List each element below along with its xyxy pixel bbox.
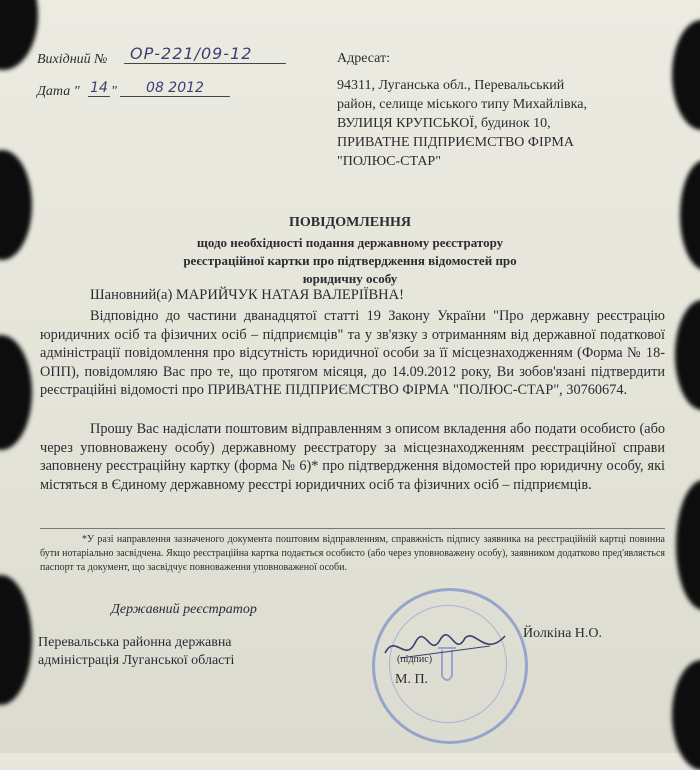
registrar-title: Державний реєстратор (111, 602, 257, 617)
binder-hole (676, 480, 700, 610)
binder-hole (672, 660, 700, 770)
outgoing-number-value: ОР-221/09-12 (124, 44, 286, 64)
seal-place-caption: М. П. (395, 672, 429, 687)
footnote-divider (40, 528, 665, 529)
paragraph-1: Відповідно до частини дванадцятої статті 19 Закону України "Про державну реєстрацію юридичних осіб та фізичних осіб – підприємців" та у зв'язку з отриманням від державної податкової адміністрації повідомлення про відсутність юридичної особи за її місцезнаходженням (Форма № 18-ОПП), повідомляю Вас про те, що протягом місяця, до 14.09.2012 року, Ви зобов'язані підтвердити реєстраційні відомості про ПРИВАТНЕ ПІДПРИЄМСТВО ФІРМА "ПОЛЮС-СТАР", 30760674. (40, 308, 665, 398)
binder-hole (672, 20, 700, 130)
signature-caption: (підпис) (397, 654, 433, 665)
addressee-line: ВУЛИЦЯ КРУПСЬКОЇ, будинок 10, (337, 116, 551, 131)
addressee-line: ПРИВАТНЕ ПІДПРИЄМСТВО ФІРМА (337, 135, 574, 150)
footnote: *У разі направлення зазначеного документа поштовим відправленням, справжність підпису заявника на реєстраційній картці повинна бути нотаріально засвідчена. Якщо реєстраційна картка подається особисто (або через уповноважену особу), заявником додатково пред'являється паспорт та документ, що засвідчує повноваження уповноваженої особи. (40, 534, 665, 573)
organization-line: Перевальська районна державна (38, 635, 232, 650)
binder-hole (0, 0, 38, 70)
notice-title: ПОВІДОМЛЕННЯ (289, 215, 411, 230)
organization-line: адміністрація Луганської області (38, 653, 235, 668)
binder-hole (675, 300, 700, 410)
signer-name: Йолкіна Н.О. (523, 626, 603, 641)
greeting: Шановний(а) МАРИЙЧУК НАТАЯ ВАЛЕРІЇВНА! (90, 287, 404, 303)
binder-hole (0, 335, 32, 450)
addressee-line: район, селище міського типу Михайлівка, (337, 97, 587, 112)
date-quote: " (111, 84, 117, 99)
addressee-label: Адресат: (337, 51, 391, 66)
addressee-line: 94311, Луганська обл., Перевальський (337, 78, 565, 93)
addressee-block (337, 76, 587, 171)
date-day: 14 (88, 80, 110, 97)
notice-subtitle: щодо необхідності подання державному реєстратору реєстраційної картки про підтвердження відомостей про юридичну особу (183, 235, 517, 286)
binder-hole (0, 575, 32, 705)
date-label: Дата " (37, 84, 80, 99)
registrar-organization (38, 634, 278, 670)
paragraph-2: Прошу Вас надіслати поштовим відправленням з описом вкладення або подати особисто (або через уповноважену особу) державному реєстратору за місцезнаходженням реєстраційної справи заповнену реєстраційну картку (форма № 6)* про підтвердження відомостей про юридичну особу, які містяться в Єдиному державному реєстрі юридичних осіб та фізичних осіб – підприємців. (40, 421, 665, 493)
date-month-year: 08 2012 (120, 80, 230, 97)
addressee-line: "ПОЛЮС-СТАР" (337, 154, 441, 169)
outgoing-number-label: Вихідний № (37, 52, 108, 67)
